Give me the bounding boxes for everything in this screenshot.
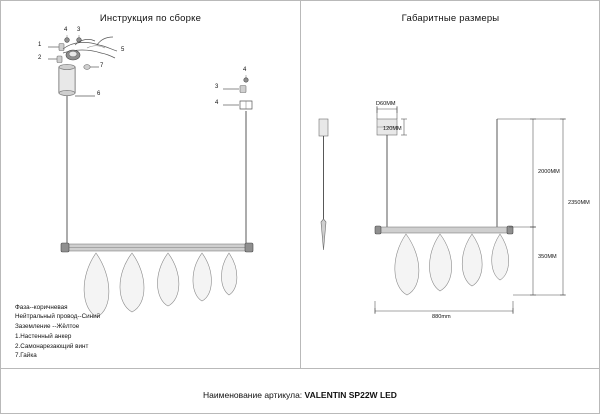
wiring-legend (15, 303, 100, 362)
legend-line-5: 2.Самонарезающий винт (15, 342, 89, 350)
dim-label-diameter: D60MM (376, 101, 396, 107)
dim-label-drop: 2000MM (538, 169, 560, 175)
dim-diameter (377, 106, 397, 119)
dim-total-height (535, 119, 566, 295)
callout-6: 6 (97, 91, 101, 97)
side-elevation (319, 119, 328, 250)
article-footer (1, 390, 599, 400)
front-elevation (375, 119, 513, 295)
dim-label-fixture-height: 350MM (538, 254, 557, 260)
callout-7: 7 (100, 63, 104, 69)
callout-2: 2 (38, 55, 42, 61)
dim-width (375, 301, 513, 314)
fastener-detail (223, 75, 252, 248)
wall-bracket-detail (48, 35, 117, 248)
callout-3-top: 3 (77, 27, 81, 33)
callout-5: 5 (121, 47, 125, 53)
legend-line-1: Фаза--коричневая (15, 303, 68, 311)
right-panel-title: Габаритные размеры (401, 13, 500, 24)
callout-4-mid: 4 (215, 100, 219, 106)
callout-3-mid: 3 (215, 84, 219, 90)
dim-label-canopy-height: 120MM (383, 126, 402, 132)
dim-fixture-height (513, 227, 536, 295)
dim-label-width: 880mm (432, 314, 451, 320)
dim-drop (497, 119, 536, 227)
legend-line-6: 7.Гайка (15, 352, 37, 360)
callout-1: 1 (38, 42, 42, 48)
left-panel-title: Инструкция по сборке (99, 13, 202, 24)
legend-line-4: 1.Настенный анкер (15, 332, 72, 340)
article-prefix: Наименование артикула: (203, 390, 305, 400)
callout-4-top: 4 (64, 27, 68, 33)
legend-line-3: Заземление --Жёлтое (15, 323, 80, 330)
callout-4-pin: 4 (243, 67, 247, 73)
legend-line-2: Нейтральный провод--Синий (15, 313, 101, 321)
article-name: VALENTIN SP22W LED (304, 390, 397, 400)
dim-label-total-height: 2350MM (568, 200, 590, 206)
